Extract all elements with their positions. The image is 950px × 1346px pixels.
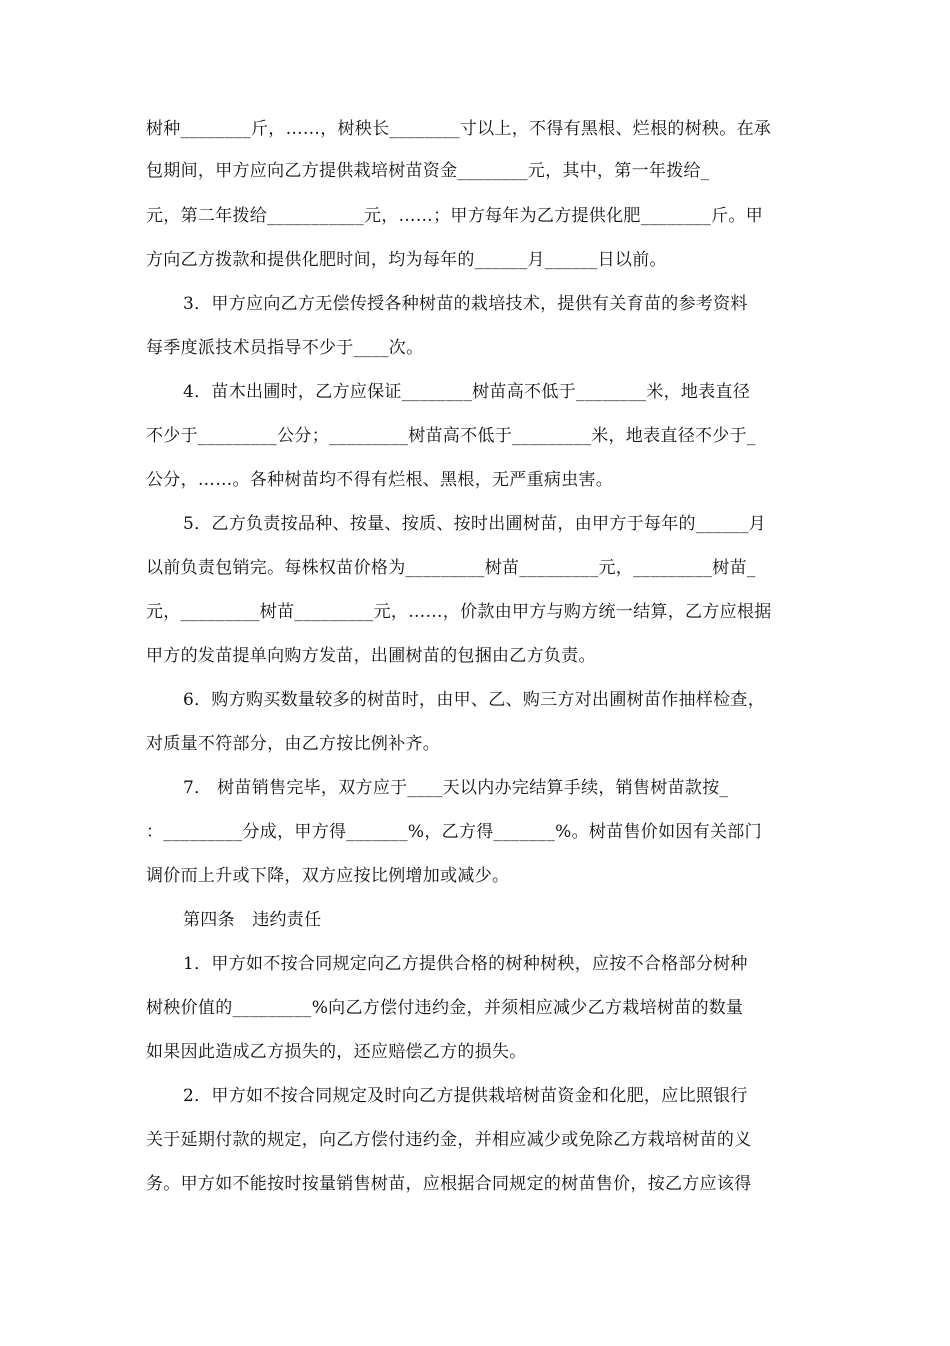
paragraph-4-line: 4．苗木出圃时，乙方应保证________树苗高不低于________米，地表直径 <box>183 382 751 402</box>
text-line: 调价而上升或下降，双方应按比例增加或减少。 <box>146 866 510 886</box>
text-line: 不少于_________公分；_________树苗高不低于_________米，地表直径不少于_ <box>146 426 756 446</box>
text-line: 树秧价值的_________%向乙方偿付违约金，并须相应减少乙方栽培树苗的数量 <box>146 998 744 1018</box>
liability-1-line: 1．甲方如不按合同规定向乙方提供合格的树种树秧，应按不合格部分树种 <box>183 954 748 974</box>
text-line: 元，_________树苗_________元，……，价款由甲方与购方统一结算，乙方应根据 <box>146 602 772 622</box>
paragraph-3-line: 3．甲方应向乙方无偿传授各种树苗的栽培技术，提供有关育苗的参考资料 <box>183 294 748 314</box>
article-heading: 第四条 违约责任 <box>183 910 322 930</box>
text-line: 元，第二年拨给___________元，……；甲方每年为乙方提供化肥________斤。甲 <box>146 206 763 226</box>
paragraph-7-line: 7． 树苗销售完毕，双方应于____天以内办完结算手续，销售树苗款按_ <box>183 778 729 798</box>
text-line: 关于延期付款的规定，向乙方偿付违约金，并相应减少或免除乙方栽培树苗的义 <box>146 1130 752 1150</box>
text-line: 公分，……。各种树苗均不得有烂根、黑根，无严重病虫害。 <box>146 470 614 490</box>
text-line: 包期间，甲方应向乙方提供栽培树苗资金________元，其中，第一年拨给_ <box>146 161 710 181</box>
text-line: 每季度派技术员指导不少于____次。 <box>146 338 424 358</box>
text-line: 以前负责包销完。每株权苗价格为_________树苗_________元，_________树苗_ <box>146 558 756 578</box>
liability-2-line: 2．甲方如不按合同规定及时向乙方提供栽培树苗资金和化肥，应比照银行 <box>183 1086 748 1106</box>
text-line: 务。甲方如不能按时按量销售树苗，应根据合同规定的树苗售价，按乙方应该得 <box>146 1174 752 1194</box>
text-line: 甲方的发苗提单向购方发苗，出圃树苗的包捆由乙方负责。 <box>146 646 596 666</box>
text-line: 方向乙方拨款和提供化肥时间，均为每年的______月______日以前。 <box>146 250 667 270</box>
text-line: 如果因此造成乙方损失的，还应赔偿乙方的损失。 <box>146 1042 527 1062</box>
paragraph-6-line: 6．购方购买数量较多的树苗时，由甲、乙、购三方对出圃树苗作抽样检查， <box>183 690 766 710</box>
text-line: ：_________分成，甲方得_______%，乙方得_______%。树苗售价如因有关部门 <box>146 822 762 842</box>
paragraph-5-line: 5．乙方负责按品种、按量、按质、按时出圃树苗，由甲方于每年的______月 <box>183 514 766 534</box>
text-line: 树种________斤，……，树秧长________寸以上，不得有黑根、烂根的树秧。在承 <box>146 119 772 139</box>
text-line: 对质量不符部分，由乙方按比例补齐。 <box>146 734 441 754</box>
